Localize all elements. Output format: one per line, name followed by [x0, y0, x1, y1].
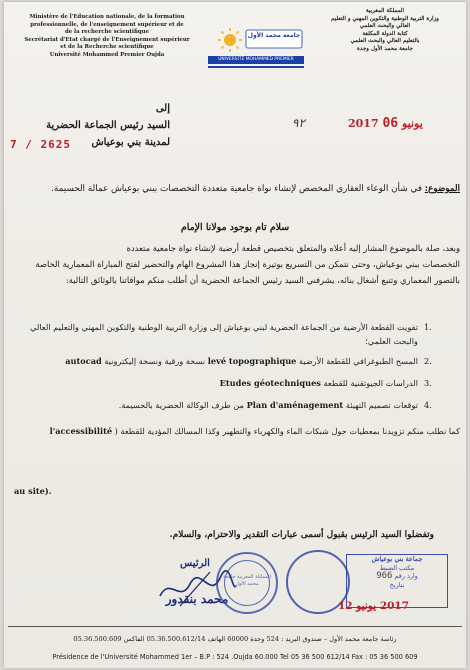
list-item [18, 320, 418, 334]
list-item-continuation: والبحث العلمي؛ [365, 336, 418, 346]
header-ar-line: كتابة الدولة المكلفة [362, 30, 408, 37]
reference-number: 7 / 2625 [10, 138, 71, 151]
footer-divider [8, 626, 462, 627]
date-stamp [348, 116, 423, 131]
header-ar-line: المملكة المغربية [365, 8, 405, 14]
registration-line: جماعة بني بوعياش [371, 555, 423, 563]
item-number: 2. [424, 356, 432, 366]
header-fr-line: et de la Recherche scientifique [60, 44, 154, 51]
registration-line: مكتب الضبط [379, 563, 415, 572]
header-fr-line: Ministère de l'Education nationale, de la formation [29, 14, 185, 20]
body-paragraph [14, 240, 460, 288]
list-item: المسح الطبوغرافي للقطعة الأرضية levé topographique نسخة ورقية ونسخة إليكترونية autocad [65, 356, 418, 366]
greeting: سلام تام بوجود مولانا الإمام [180, 222, 290, 233]
seal-text: المملكة المغربية جامعة محمد الأول [223, 574, 271, 587]
header-ar-line: وزارة التربية الوطنية والتكوين المهني و التعليم [331, 15, 439, 22]
item-number: 4. [424, 400, 432, 410]
item-french-term: Etudes géotechniques [219, 378, 321, 388]
item-number: 3. [424, 378, 432, 388]
item-number: 1. [424, 322, 432, 332]
header-fr-line: de la recherche scientifique [64, 29, 150, 36]
registration-date: 2017 يونيو 12 [338, 600, 410, 612]
salutation: وتفضلوا السيد الرئيس بقبول أسمى عبارات التقدير والاحترام، والسلام. [169, 530, 434, 540]
logo-text-fr: UNIVERSITÉ MOHAMMED PREMIER [218, 57, 294, 62]
subject-text: في شأن الوعاء العقاري المخصص لإنشاء نواة جامعية متعددة التخصصات ببني بوعياش عمالة الحسيمة. [51, 184, 422, 194]
addressee-line: السيد رئيس الجماعة الحضرية [46, 120, 170, 131]
addressee-line: لمدينة بني بوعياش [91, 137, 170, 148]
registration-number-row: وارد رقم 966 [376, 571, 418, 582]
header-ar-line: العالي والبحث العلمي [359, 23, 411, 30]
header-ar-line: جامعة محمد الأول وجدة [356, 45, 413, 52]
documents-list [18, 320, 418, 412]
university-logo [206, 20, 306, 75]
list-item: توقعات تصميم التهيئة Plan d'aménagement من طرف الوكالة الحضرية بالحسيمة. [118, 400, 418, 410]
header-arabic [315, 8, 455, 54]
sun-icon [218, 28, 242, 52]
subject-label: الموضوع: [424, 184, 460, 194]
registration-number: 966 [376, 571, 393, 582]
closing-request: كما نطلب منكم تزويدنا بمعطيات حول شبكات الماء والكهرباء والتطهير وكذا المسالك المؤدية للقطعة ( l'accessibilité [49, 426, 460, 436]
header-fr-line: Secrétariat d'Etat chargé de l'Enseignement supérieur [24, 36, 190, 43]
body-line: وبعد، صلة بالموضوع المشار إليه أعلاه والمتعلق بتخصيص قطعة أرضية لإنشاء نواة جامعية متعددة [126, 243, 460, 253]
footer-french: Présidence de l'Université Mohammed 1er – B.P : 524 .Oujda 60.000 Tel 05 36 500 612/14 Fax : 05 36 500 609 [52, 653, 418, 661]
item-text: تفويت القطعة الأرضية من الجماعة الحضرية لبني بوعياش إلى وزارة التربية الوطنية والتكوين المهني والتعليم العالي [30, 322, 418, 332]
closing-french-suffix: au site). [14, 486, 52, 496]
header-ar-line: بالتعليم العالي والبحث العلمي [350, 38, 420, 45]
header-french [22, 14, 192, 60]
body-line: التخصصات ببني بوعياش، وحتى نتمكن من التسريع بوتيرة إنجاز هذا المشروع الهام والتحضير لفتح المباراة المعمارية الخاصة [35, 259, 460, 269]
addressee [20, 100, 170, 151]
logo-text-ar: جامعة محمد الأول [247, 32, 301, 39]
handwritten-annotation: ٩٢ [292, 116, 305, 130]
official-seal [216, 552, 278, 614]
footer-arabic: رئاسة جامعة محمد الأول – صندوق البريد : 524 وجدة 60000 الهاتف 05.36.500.612/14 الفاكس 05.36.500.609 [73, 635, 397, 643]
item-french-term: autocad [65, 356, 102, 366]
item-french-term: levé topographique [207, 356, 297, 366]
closing-french-term: l'accessibilité [49, 426, 113, 436]
registration-date-label: بتاريخ [389, 580, 405, 589]
item-french-term: Plan d'aménagement [246, 400, 344, 410]
date-year: 2017 [348, 117, 379, 130]
header-fr-line: professionnelle, de l'enseignement supérieur et de [30, 21, 184, 28]
addressee-line: إلى [155, 103, 170, 114]
date-day: 06 [382, 116, 399, 131]
signature-name: محمد بنقدور [165, 592, 229, 606]
subject-line [14, 184, 460, 194]
header-fr-line: Université Mohammed Premier Oujda [49, 51, 165, 58]
date-month: يونيو [401, 117, 423, 130]
signature-title: الرئيس [180, 558, 210, 569]
body-line: بالتصور المعماري وتتبع أشغال بنائه، يشرفني السيد رئيس الجماعة الحضرية أن أطلب منكم موافاتنا بالوثائق التالية: [65, 275, 460, 285]
list-item: الدراسات الجيوتقنية للقطعة Etudes géotechniques [219, 378, 418, 388]
